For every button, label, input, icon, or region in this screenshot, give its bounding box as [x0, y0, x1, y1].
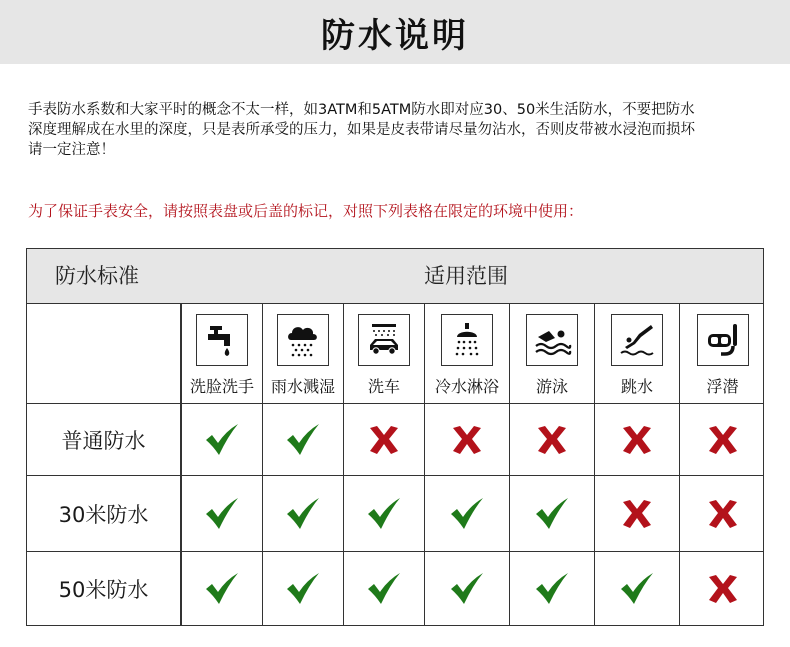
activity-cell: [594, 304, 679, 403]
check-mark-cell: [181, 552, 262, 626]
check-icon: [204, 496, 240, 532]
cross-mark-cell: [679, 552, 765, 626]
activity-label: 浮潜: [706, 377, 739, 396]
check-mark-cell: [594, 552, 679, 626]
check-mark-cell: [343, 552, 424, 626]
swimmer-icon: [526, 314, 578, 366]
rain-cloud-icon: [277, 314, 329, 366]
table-row: [27, 404, 763, 476]
check-icon: [285, 496, 321, 532]
check-mark-cell: [509, 552, 594, 626]
activity-label: 冷水淋浴: [434, 377, 499, 396]
diver-icon: [611, 314, 663, 366]
intro-paragraph: [28, 100, 768, 160]
cross-mark-cell: [594, 476, 679, 551]
cross-mark-cell: [594, 404, 679, 475]
row-label: 30米防水: [27, 476, 181, 551]
check-icon: [619, 571, 655, 607]
empty-label-cell: [27, 304, 181, 403]
cross-mark-cell: [679, 404, 765, 475]
check-mark-cell: [343, 476, 424, 551]
check-icon: [449, 496, 485, 532]
activity-row: [27, 304, 763, 404]
cross-icon: [534, 422, 570, 458]
activity-cell: [424, 304, 509, 403]
check-mark-cell: [181, 476, 262, 551]
check-mark-cell: [509, 476, 594, 551]
check-mark-cell: [181, 404, 262, 475]
activity-cell: [343, 304, 424, 403]
activity-label: 跳水: [620, 377, 653, 396]
intro-line: 深度理解成在水里的深度，只是表所承受的压力，如果是皮表带请尽量勿沾水，否则皮带被水浸泡而损坏: [28, 122, 695, 138]
cross-icon: [449, 422, 485, 458]
check-mark-cell: [262, 552, 343, 626]
activity-label: 洗脸洗手: [189, 377, 254, 396]
check-icon: [204, 571, 240, 607]
title-bar: [0, 0, 790, 64]
cross-icon: [619, 496, 655, 532]
check-icon: [366, 571, 402, 607]
header-standard: 防水标准: [55, 264, 139, 288]
activity-cell: [509, 304, 594, 403]
car-wash-icon: [358, 314, 410, 366]
cross-mark-cell: [679, 476, 765, 551]
cross-mark-cell: [343, 404, 424, 475]
header-scope: 适用范围: [424, 264, 508, 288]
cross-icon: [705, 496, 741, 532]
table-row: [27, 476, 763, 552]
activity-label: 洗车: [367, 377, 400, 396]
cross-icon: [366, 422, 402, 458]
snorkel-mask-icon: [697, 314, 749, 366]
cross-icon: [705, 571, 741, 607]
page-title: 防水说明: [321, 15, 469, 56]
check-mark-cell: [424, 552, 509, 626]
activity-cell: [181, 304, 262, 403]
check-mark-cell: [262, 404, 343, 475]
check-icon: [285, 571, 321, 607]
check-mark-cell: [262, 476, 343, 551]
shower-icon: [441, 314, 493, 366]
intro-line: 手表防水系数和大家平时的概念不太一样，如3ATM和5ATM防水即对应30、50米生活防水，不要把防水: [28, 102, 695, 118]
faucet-icon: [196, 314, 248, 366]
notice-text: 为了保证手表安全，请按照表盘或后盖的标记，对照下列表格在限定的环境中使用：: [28, 202, 584, 220]
activity-label: 雨水溅湿: [270, 377, 335, 396]
waterproof-table: [26, 248, 764, 626]
check-mark-cell: [424, 476, 509, 551]
row-label: 50米防水: [27, 552, 181, 626]
intro-line: 请一定注意！: [28, 142, 115, 158]
check-icon: [534, 571, 570, 607]
check-icon: [534, 496, 570, 532]
cross-icon: [705, 422, 741, 458]
table-row: [27, 552, 763, 626]
activity-cell: [679, 304, 765, 403]
cross-mark-cell: [509, 404, 594, 475]
cross-icon: [619, 422, 655, 458]
check-icon: [449, 571, 485, 607]
check-icon: [204, 422, 240, 458]
check-icon: [285, 422, 321, 458]
cross-mark-cell: [424, 404, 509, 475]
activity-label: 游泳: [535, 377, 568, 396]
activity-cell: [262, 304, 343, 403]
table-header: [27, 249, 763, 304]
row-label: 普通防水: [27, 404, 181, 475]
check-icon: [366, 496, 402, 532]
